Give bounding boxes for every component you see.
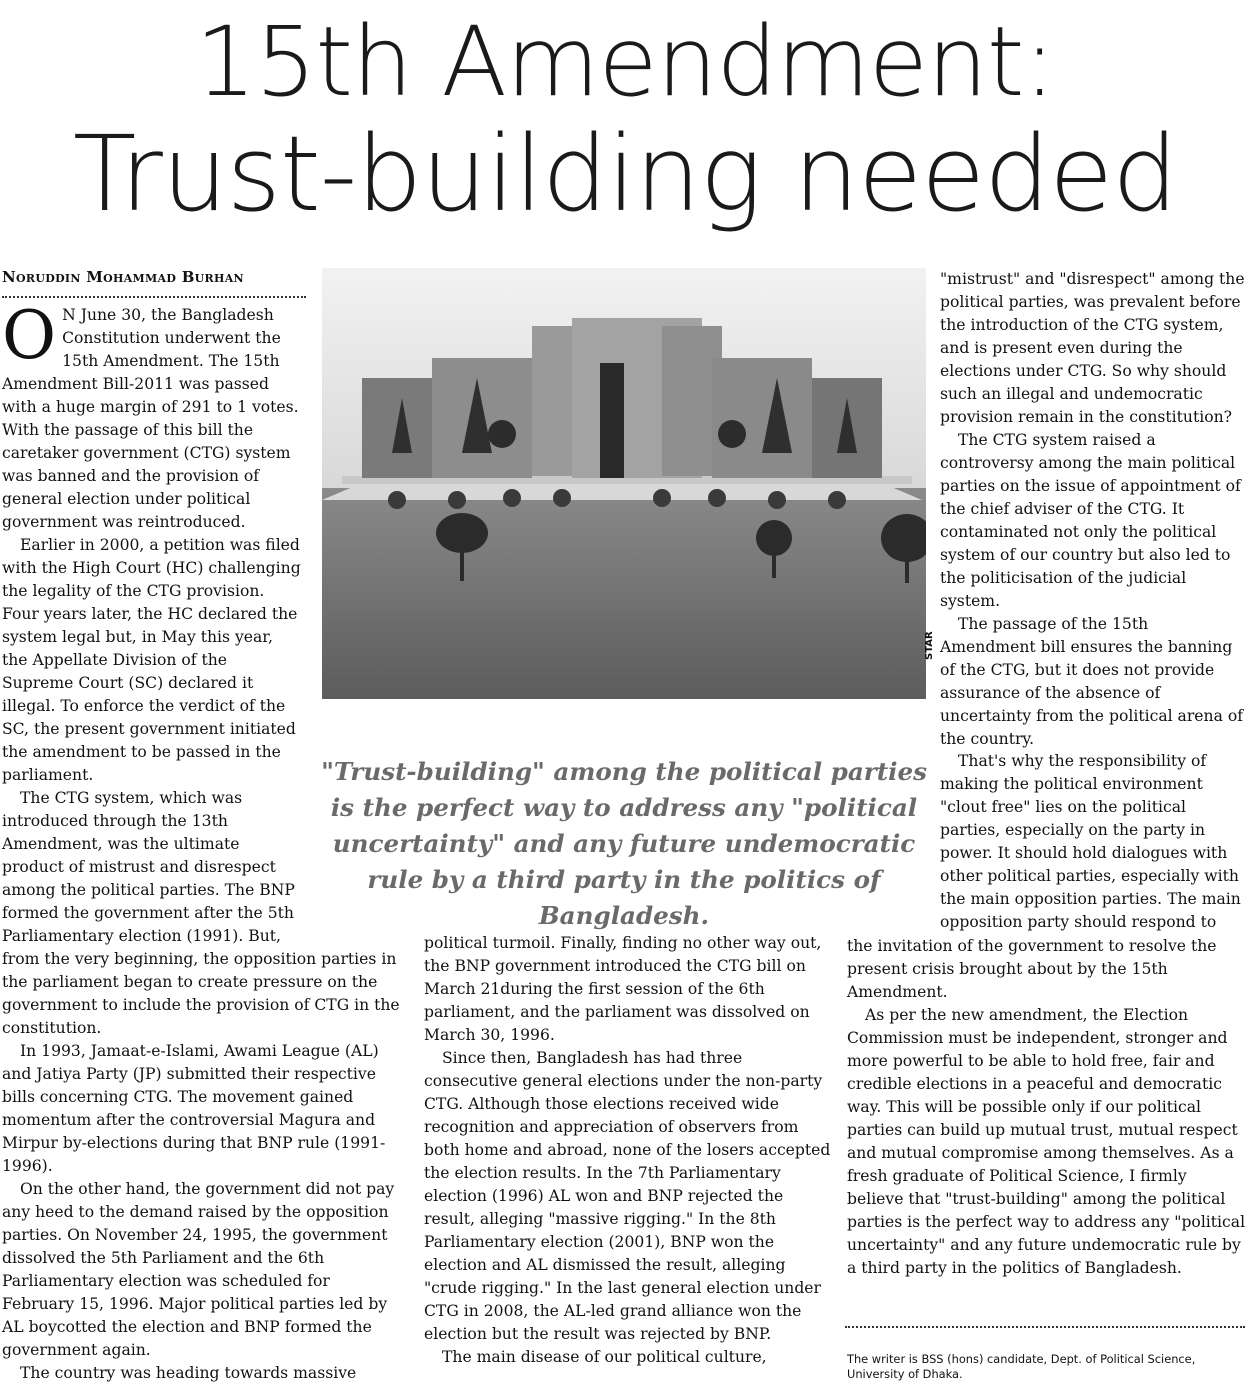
paragraph: That's why the responsibility of making the political environment "clout free" lies on the political parties, especially on the party in power. It should hold dialogues with other political parties, especially with the main opposition parties. The main opposition party should respond to	[940, 752, 1241, 931]
parliament-building-image	[322, 268, 926, 699]
photo-credit: STAR	[924, 631, 935, 660]
headline-line-1: 15th Amendment:	[195, 6, 1055, 118]
paragraph: The CTG system, which was introduced through the 13th Amendment, was the ultimate product of mistrust and disrespect among the political parties. The BNP formed the government after the 5th Parliamentary election (1991). But,	[2, 789, 295, 945]
paragraph: As per the new amendment, the Election Commission must be independent, stronger and more powerful to be able to hold free, fair and credible elections in a peaceful and democratic way. This will be possible only if our political parties can build up mutual trust, mutual respect and mutual compromise among themselves. As a fresh graduate of Political Science, I firmly believe that "trust-building" among the political parties is the perfect way to address any "political uncertainty" and any future undemocratic rule by a third party in the politics of Bangladesh.	[847, 1006, 1246, 1277]
column-3	[940, 268, 1248, 751]
paragraph: from the very beginning, the opposition parties in the parliament began to create pressure on the government to include the provision of CTG in the constitution.	[2, 950, 400, 1037]
column-2	[424, 932, 832, 1369]
paragraph: The main disease of our political culture,	[442, 1348, 767, 1366]
paragraph: the invitation of the government to resolve the present crisis brought about by the 15th Amendment.	[847, 937, 1217, 1001]
end-divider	[845, 1326, 1245, 1328]
pull-quote: "Trust-building" among the political parties is the perfect way to address any "political uncertainty" and any future undemocratic rule by a third party in the politics of Bangladesh.	[321, 757, 927, 930]
column-1-continued	[2, 948, 400, 1385]
paragraph: On the other hand, the government did not pay any heed to the demand raised by the opposition parties. On November 24, 1995, the government dissolved the 5th Parliament and the 6th Parliamentary election was scheduled for February 15, 1996. Major political parties led by AL boycotted the election and BNP formed the government again.	[2, 1180, 395, 1359]
column-3-continued	[847, 935, 1248, 1280]
headline-line-2: Trust-building needed	[72, 113, 1178, 235]
author-bio: The writer is BSS (hons) candidate, Dept. of Political Science, University of Dhaka.	[847, 1352, 1196, 1381]
parliament-photo	[322, 268, 926, 699]
paragraph: "mistrust" and "disrespect" among the political parties, was prevalent before the introduction of the CTG system, and is present even during the elections under CTG. So why should such an illegal and undemocratic provision remain in the constitution?	[940, 270, 1245, 426]
paragraph: Earlier in 2000, a petition was filed with the High Court (HC) challenging the legality of the CTG provision. Four years later, the HC declared the system legal but, in May this year, the Appellate Division of the Supreme Court (SC) declared it illegal. To enforce the verdict of the SC, the present government initiated the amendment to be passed in the parliament.	[2, 536, 301, 784]
column-3-lower	[940, 750, 1248, 934]
paragraph: O N June 30, the Bangladesh Constitution underwent the 15th Amendment. The 15th Amendment Bill-2011 was passed with a huge margin of 291 to 1 votes. With the passage of this bill the caretaker government (CTG) system was banned and the provision of general election under political government was reintroduced.	[2, 297, 299, 531]
dropcap: O	[2, 297, 57, 374]
paragraph: Since then, Bangladesh has had three consecutive general elections under the non-party CTG. Although those elections received wide recognition and appreciation of observers from both home and abroad, none of the losers accepted the election results. In the 7th Parliamentary election (1996) AL won and BNP rejected the result, alleging "massive rigging." In the 8th Parliamentary election (2001), BNP won the election and AL dismissed the result, alleging "crude rigging." In the last general election under CTG in 2008, the AL-led grand alliance won the election but the result was rejected by BNP.	[424, 1049, 831, 1343]
paragraph: political turmoil. Finally, finding no other way out, the BNP government introduced the CTG bill on March 21during the first session of the 6th parliament, and the parliament was dissolved on March 30, 1996.	[424, 934, 822, 1044]
paragraph: The passage of the 15th Amendment bill ensures the banning of the CTG, but it does not provide assurance of the absence of uncertainty from the political arena of the country.	[940, 615, 1243, 748]
paragraph: The CTG system raised a controversy among the main political parties on the issue of appointment of the chief adviser of the CTG. It contaminated not only the political system of our country but also led to the politicisation of the judicial system.	[940, 431, 1241, 610]
paragraph: The country was heading towards massive	[20, 1364, 357, 1382]
paragraph: In 1993, Jamaat-e-Islami, Awami League (AL) and Jatiya Party (JP) submitted their respective bills concerning CTG. The movement gained momentum after the controversial Magura and Mirpur by-elections during that BNP rule (1991-1996).	[2, 1042, 386, 1175]
byline: Noruddin Mohammad Burhan	[2, 268, 244, 286]
column-1	[2, 297, 302, 948]
